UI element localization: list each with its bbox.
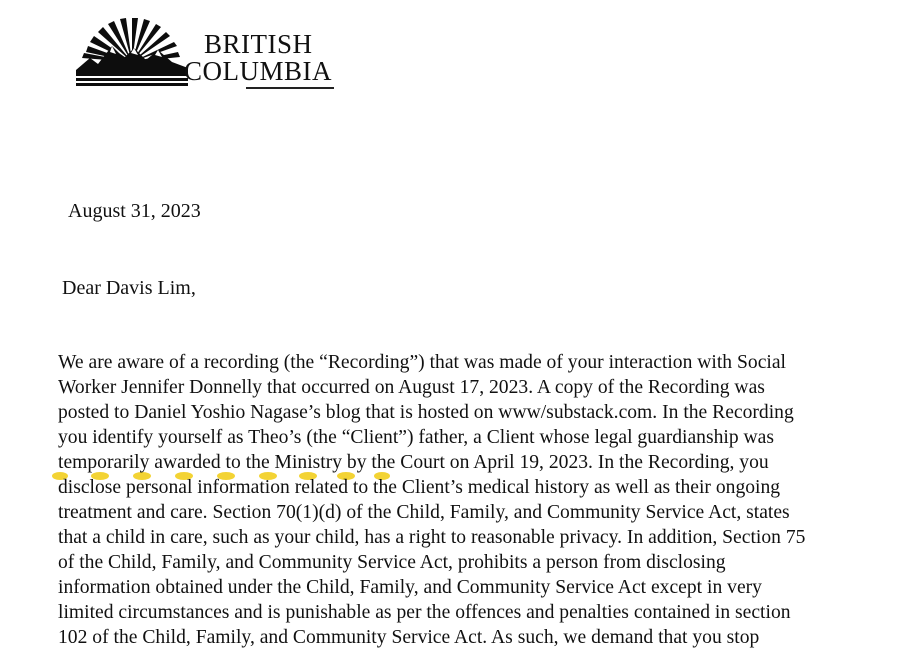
body-line: 102 of the Child, Family, and Community Service Act. As such, we demand that you stop xyxy=(58,627,760,648)
bc-government-logo xyxy=(76,18,346,94)
logo-wordmark xyxy=(184,31,332,85)
body-line: information obtained under the Child, Family, and Community Service Act except in very xyxy=(58,577,762,598)
body-line: limited circumstances and is punishable as per the offences and penalties contained in section xyxy=(58,602,791,623)
letter-body xyxy=(58,350,908,650)
body-line: disclose personal information related to the Client’s medical history as well as their ongoing xyxy=(58,477,781,498)
letter-date: August 31, 2023 xyxy=(68,200,201,222)
body-line: temporarily awarded to the Ministry by the Court on April 19, 2023. In the Recording, you xyxy=(58,452,769,473)
body-line: posted to Daniel Yoshio Nagase’s blog that is hosted on www/substack.com. In the Recording xyxy=(58,402,794,423)
body-line: Worker Jennifer Donnelly that occurred on August 17, 2023. A copy of the Recording was xyxy=(58,377,765,398)
logo-wordmark-line2: COLUMBIA xyxy=(184,56,333,86)
logo-wordmark-line1: BRITISH xyxy=(204,29,313,59)
salutation: Dear Davis Lim, xyxy=(62,277,196,299)
logo-underline xyxy=(246,87,334,89)
sun-mountains-logo-icon xyxy=(76,18,188,86)
body-line: treatment and care. Section 70(1)(d) of the Child, Family, and Community Service Act, states xyxy=(58,502,790,523)
body-line: of the Child, Family, and Community Service Act, prohibits a person from disclosing xyxy=(58,552,726,573)
body-line: you identify yourself as Theo’s (the “Client”) father, a Client whose legal guardianship was xyxy=(58,427,775,448)
body-line: We are aware of a recording (the “Recording”) that was made of your interaction with Social xyxy=(58,352,786,373)
body-line: that a child in care, such as your child, has a right to reasonable privacy. In addition, Section 75 xyxy=(58,527,806,548)
